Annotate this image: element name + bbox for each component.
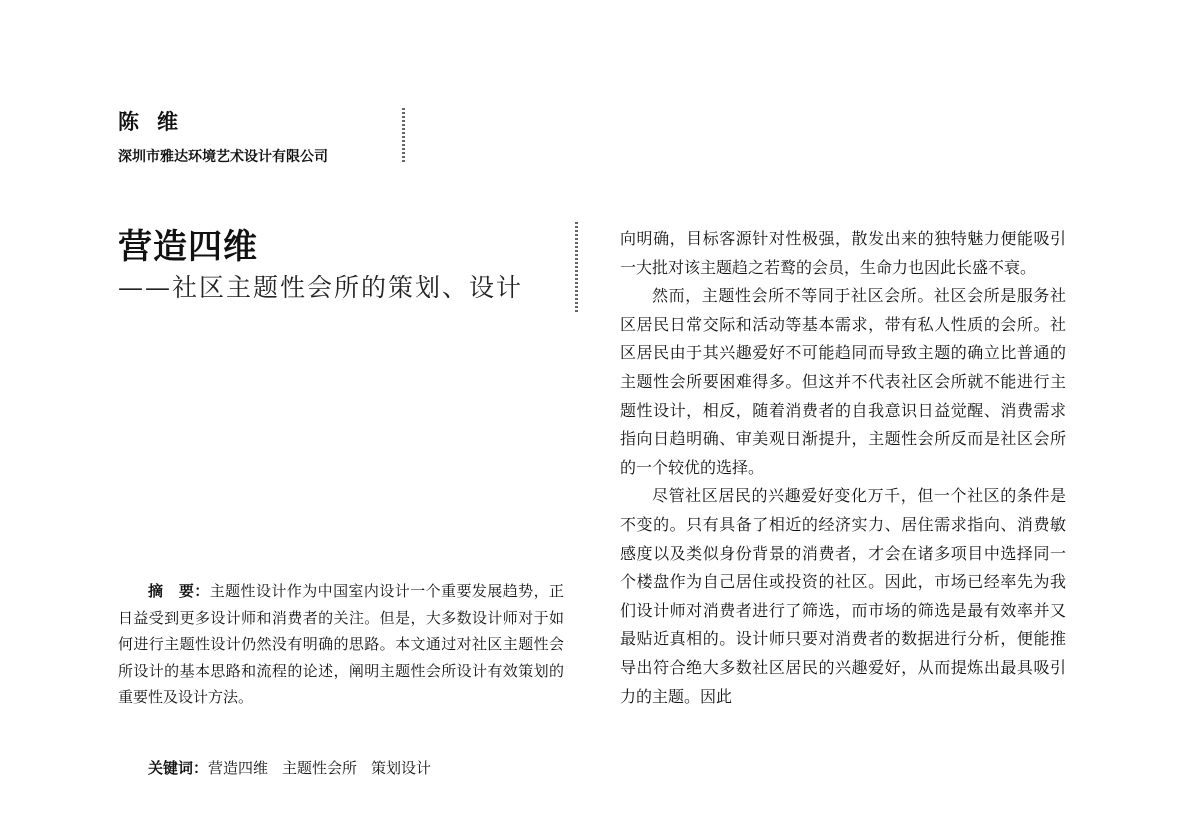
scan-margin-mark <box>402 108 405 162</box>
article-title: 营造四维 <box>118 227 258 267</box>
keywords <box>118 755 564 782</box>
keywords-label: 关键词： <box>148 759 209 777</box>
body-paragraph: 向明确，目标客源针对性极强，散发出来的独特魅力便能吸引一大批对该主题趋之若鹜的会员，生命力也因此长盛不衰。 <box>620 229 1066 277</box>
author-name: 陈维 <box>118 110 196 134</box>
scan-margin-mark <box>575 222 578 314</box>
abstract-text: 主题性设计作为中国室内设计一个重要发展趋势，正日益受到更多设计师和消费者的关注。但是，大多数设计师对于如何进行主题性设计仍然没有明确的思路。本文通过对社区主题性会所设计的基本思路和流程的论述，阐明主题性会所设计有效策划的重要性及设计方法。 <box>118 582 564 706</box>
keyword: 策划设计 <box>371 759 432 777</box>
article-subtitle: ——社区主题性会所的策划、设计 <box>118 273 524 302</box>
body-paragraph: 然而，主题性会所不等同于社区会所。社区会所是服务社区居民日常交际和活动等基本需求，带有私人性质的会所。社区居民由于其兴趣爱好不可能趋同而导致主题的确立比普通的主题性会所要困难得多。但这并不代表社区会所就不能进行主题性设计，相反，随着消费者的自我意识日益觉醒、消费需求指向日趋明确、审美观日渐提升，主题性会所反而是社区会所的一个较优的选择。 <box>620 286 1066 477</box>
body-column <box>620 225 1066 711</box>
author-affiliation: 深圳市雅达环境艺术设计有限公司 <box>118 149 328 165</box>
keyword: 营造四维 <box>208 759 269 777</box>
body-paragraph: 尽管社区居民的兴趣爱好变化万千，但一个社区的条件是不变的。只有具备了相近的经济实力、居住需求指向、消费敏感度以及类似身份背景的消费者，才会在诸多项目中选择同一个楼盘作为自己居住或投资的社区。因此，市场已经率先为我们设计师对消费者进行了筛选，而市场的筛选是最有效率并又最贴近真相的。设计师只要对消费者的数据进行分析，便能推导出符合绝大多数社区居民的兴趣爱好，从而提炼出最具吸引力的主题。因此 <box>620 486 1066 706</box>
abstract <box>118 578 564 711</box>
abstract-label: 摘 要： <box>148 582 210 600</box>
keyword: 主题性会所 <box>282 759 358 777</box>
